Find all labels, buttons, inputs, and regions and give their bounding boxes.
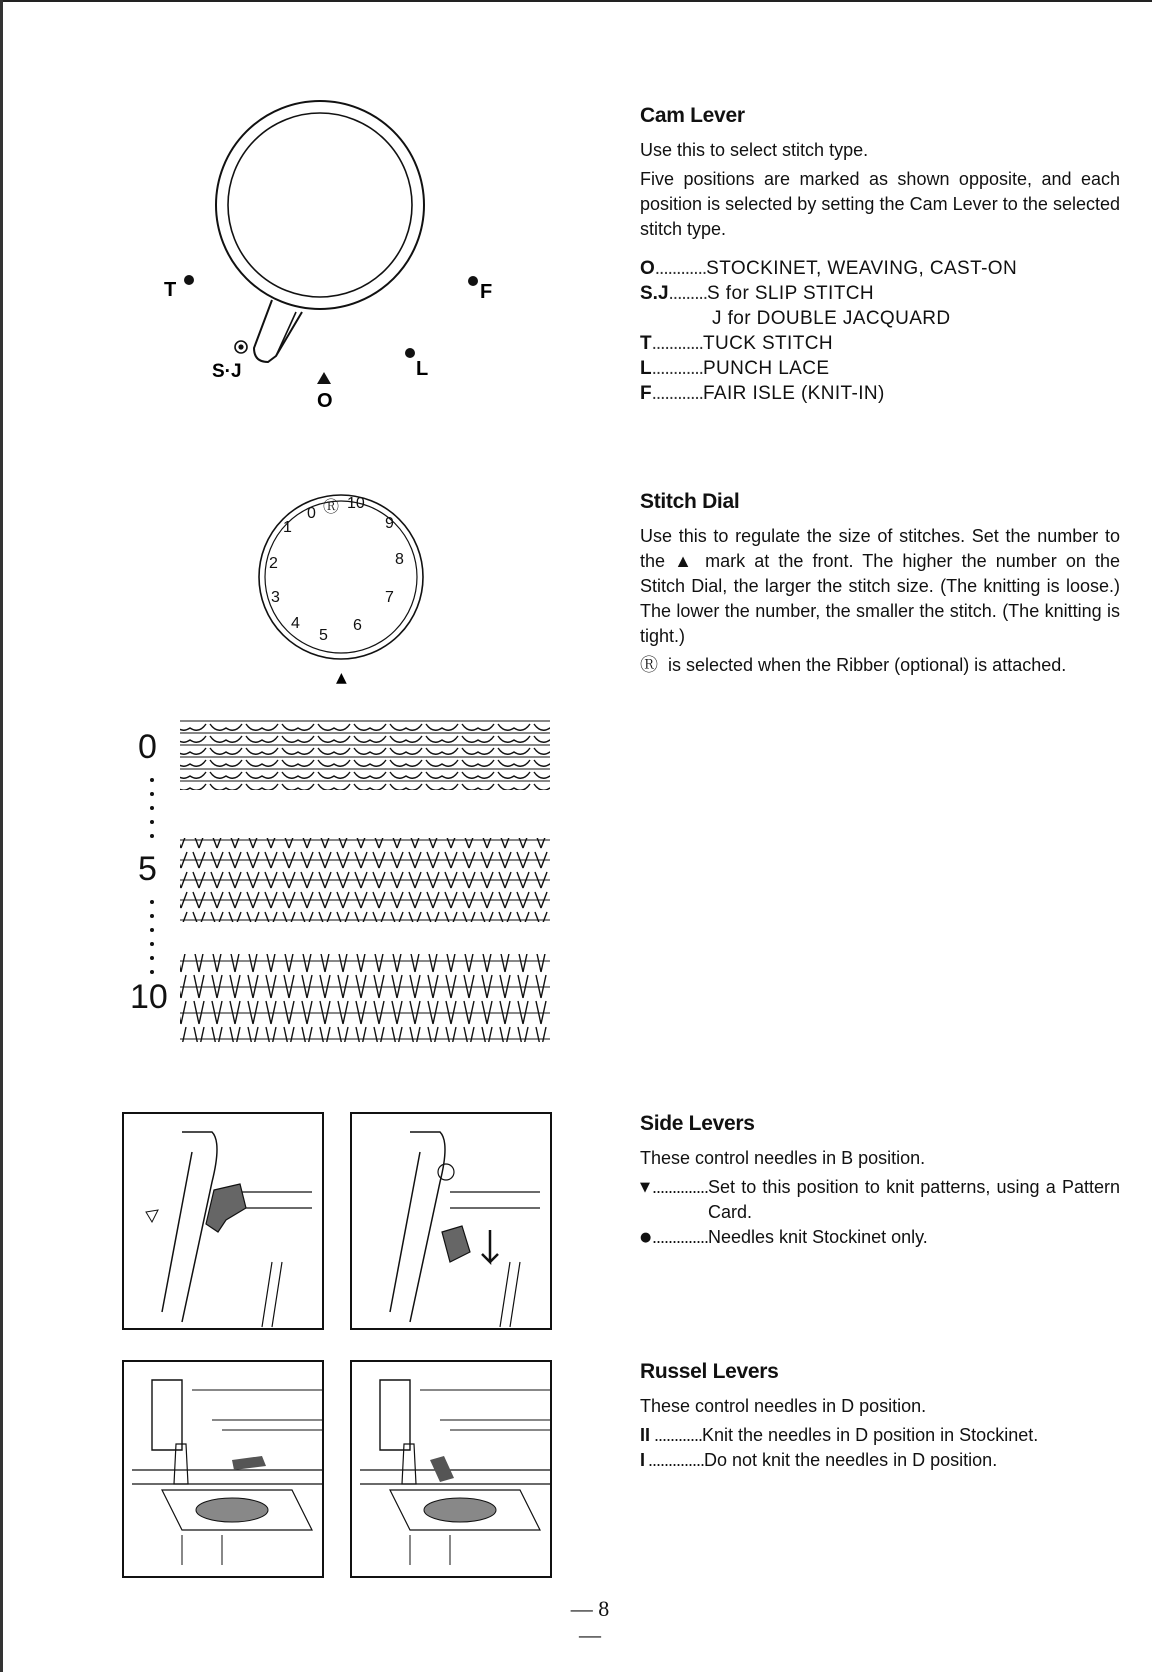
side-lever-item-dot: ● .............. Needles knit Stockinet only. <box>640 1225 1120 1250</box>
russel-lever-illustration-1 <box>122 1360 324 1578</box>
side-levers-intro: These control needles in B position. <box>640 1148 926 1168</box>
cam-item-l: L ............ PUNCH LACE <box>640 358 830 379</box>
page-left-edge <box>0 0 3 1672</box>
cam-item-sj-cont: J for DOUBLE JACQUARD <box>712 308 951 329</box>
cam-lever-title: Cam Lever <box>640 104 745 127</box>
dial-number-2: 2 <box>269 555 278 572</box>
cam-item-t: T ............ TUCK STITCH <box>640 333 833 354</box>
cam-lever-figure <box>150 100 530 430</box>
cam-lever-intro: Use this to select stitch type. <box>640 140 869 160</box>
dial-number-4: 4 <box>291 615 300 632</box>
russel-lever-item-double: II ............ Knit the needles in D position in Stockinet. <box>640 1425 1039 1445</box>
position-label-sj: S·J <box>212 361 242 382</box>
page-top-edge <box>0 0 1152 2</box>
position-label-t: T <box>164 279 177 301</box>
side-lever-item-triangle: ▼ .............. Set to this position to knit patterns, using a Pattern Card. <box>640 1175 1120 1225</box>
russel-lever-item-single: I .............. Do not knit the needles in D position. <box>640 1450 998 1470</box>
cam-lever-list <box>640 256 1120 406</box>
cam-dial-inner-ring <box>228 113 412 297</box>
stitch-dial-title: Stitch Dial <box>640 490 740 513</box>
dial-number-7: 7 <box>385 589 394 606</box>
dial-number-8: 8 <box>395 551 404 568</box>
stitch-dial-ribber-note: Ⓡ is selected when the Ribber (optional) is attached. <box>640 655 1067 676</box>
knit-fabric-0 <box>180 720 550 790</box>
sample-label-5: 5 <box>138 850 157 888</box>
side-levers-section <box>640 1112 1120 1250</box>
dial-number-9: 9 <box>385 515 394 532</box>
cam-item-o: O ............ STOCKINET, WEAVING, CAST-ON <box>640 258 1018 279</box>
position-label-l: L <box>416 358 429 380</box>
dial-number-6: 6 <box>353 617 362 634</box>
dot-icon: ● <box>640 1230 652 1245</box>
cam-lever-body: Five positions are marked as shown opposite, and each position is selected by setting the Cam Lever to the selected stitch type. <box>640 169 1120 239</box>
cam-item-f: F ............ FAIR ISLE (KNIT-IN) <box>640 383 885 404</box>
russel-levers-title: Russel Levers <box>640 1360 779 1383</box>
russel-levers-section <box>640 1360 1120 1473</box>
stitch-dial-figure <box>255 490 435 690</box>
side-lever-illustration-2 <box>350 1112 552 1330</box>
knit-fabric-10 <box>180 954 550 1042</box>
cam-item-sj: S.J ......... S for SLIP STITCH <box>640 283 874 304</box>
position-dot-t <box>184 275 194 285</box>
sample-label-10: 10 <box>130 978 168 1016</box>
cam-lever-section <box>640 104 1120 406</box>
position-marker-o <box>317 372 331 384</box>
knit-sample-labels <box>130 700 170 1030</box>
ribber-icon: Ⓡ <box>640 655 658 676</box>
cam-dial-outer-ring <box>216 101 424 309</box>
sample-dot-column <box>130 700 170 1030</box>
position-dot-f <box>468 276 478 286</box>
stitch-dial-body: Use this to regulate the size of stitches. Set the number to the ▲ mark at the front. The higher the number on the Stitch Dial, the larger the stitch size. (The knitting is loose.) The lower the number, the smaller the stitch. (The knitting is tight.) <box>640 526 1120 646</box>
position-label-f: F <box>480 281 493 303</box>
russel-lever-illustration-2 <box>350 1360 552 1578</box>
stitch-dial-marker: ▲ <box>336 670 347 686</box>
knit-fabric-5 <box>180 838 550 922</box>
dial-number-10: 10 <box>347 495 365 512</box>
position-label-o: O <box>317 390 333 412</box>
knit-sample-loose <box>172 948 562 1048</box>
page-number: — 8 — <box>570 1596 610 1647</box>
stitch-dial-section <box>640 490 1120 682</box>
dial-number-5: 5 <box>319 627 328 644</box>
knit-sample-tight <box>172 710 562 800</box>
position-dot-l <box>405 348 415 358</box>
dial-number-1: 1 <box>283 519 292 536</box>
knit-sample-medium <box>172 830 562 930</box>
triangle-down-icon: ▼ <box>640 1180 650 1195</box>
sample-label-0: 0 <box>138 728 157 766</box>
dial-number-3: 3 <box>271 589 280 606</box>
side-levers-title: Side Levers <box>640 1112 755 1135</box>
dial-ribber-mark: Ⓡ <box>323 499 340 516</box>
dial-number-0: 0 <box>307 505 316 522</box>
russel-levers-intro: These control needles in D position. <box>640 1396 927 1416</box>
side-lever-illustration-1 <box>122 1112 324 1330</box>
